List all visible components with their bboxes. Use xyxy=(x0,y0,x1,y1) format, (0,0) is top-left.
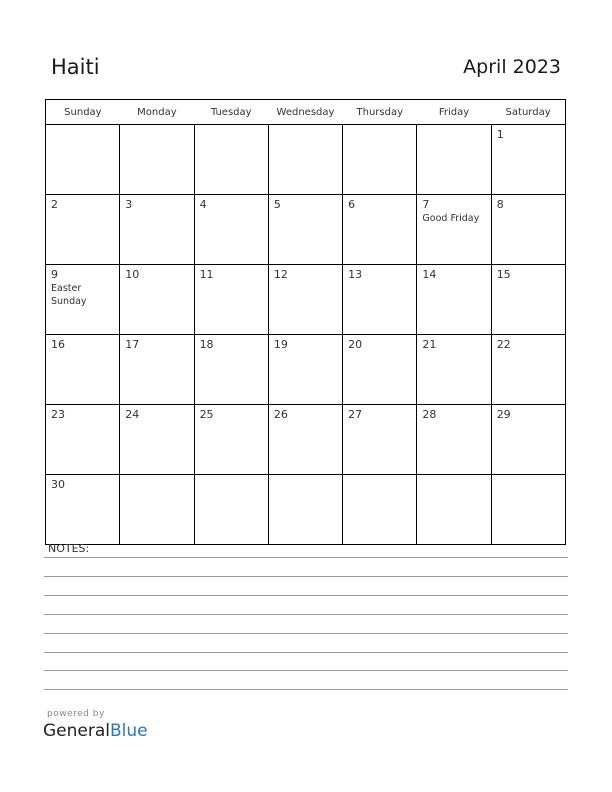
day-cell xyxy=(268,405,342,475)
weekday-saturday: Saturday xyxy=(491,100,565,125)
day-cell xyxy=(268,475,342,545)
powered-by-label: powered by xyxy=(47,709,105,719)
day-number: 26 xyxy=(273,408,288,421)
day-cell xyxy=(343,335,417,405)
day-cell xyxy=(491,475,565,545)
day-number: 20 xyxy=(348,338,363,351)
day-cell xyxy=(120,265,194,335)
day-cell xyxy=(343,475,417,545)
note-line xyxy=(44,614,568,615)
note-line xyxy=(44,557,568,558)
week-row xyxy=(46,125,566,195)
day-number: 15 xyxy=(496,268,511,281)
day-cell xyxy=(194,195,268,265)
day-cell xyxy=(120,125,194,195)
day-cell xyxy=(491,125,565,195)
day-cell xyxy=(268,195,342,265)
day-cell xyxy=(417,335,491,405)
day-number: 24 xyxy=(125,408,140,421)
day-number: 9 xyxy=(51,268,58,281)
day-cell xyxy=(268,335,342,405)
note-line xyxy=(44,689,568,690)
day-number: 10 xyxy=(125,268,140,281)
weekday-monday: Monday xyxy=(120,100,194,125)
day-number: 23 xyxy=(51,408,65,421)
day-number: 12 xyxy=(273,268,288,281)
day-cell xyxy=(343,265,417,335)
notes-label: NOTES: xyxy=(48,542,90,555)
day-number: 4 xyxy=(199,198,207,211)
week-row xyxy=(46,195,566,265)
weekday-thursday: Thursday xyxy=(343,100,417,125)
day-cell xyxy=(194,405,268,475)
day-number: 2 xyxy=(51,198,58,211)
day-number: 28 xyxy=(422,408,437,421)
day-cell xyxy=(120,335,194,405)
day-cell xyxy=(194,335,268,405)
weekday-sunday: Sunday xyxy=(46,100,120,125)
brand-general: General xyxy=(43,721,110,741)
day-cell xyxy=(417,405,491,475)
holiday-label: Good Friday xyxy=(422,213,480,224)
day-number: 22 xyxy=(496,338,511,351)
brand-logo xyxy=(43,721,148,741)
day-cell xyxy=(343,195,417,265)
day-cell xyxy=(491,405,565,475)
weekday-wednesday: Wednesday xyxy=(268,100,342,125)
note-line xyxy=(44,633,568,634)
note-line xyxy=(44,595,568,596)
day-cell xyxy=(417,475,491,545)
week-row xyxy=(46,335,566,405)
country-title: Haiti xyxy=(51,55,100,79)
day-cell xyxy=(120,475,194,545)
week-row xyxy=(46,265,566,335)
day-cell xyxy=(120,405,194,475)
day-number: 1 xyxy=(496,128,504,141)
day-cell xyxy=(120,195,194,265)
day-number: 13 xyxy=(348,268,363,281)
note-line xyxy=(44,670,568,671)
day-cell xyxy=(194,265,268,335)
day-cell xyxy=(417,195,491,265)
calendar-grid xyxy=(45,99,566,545)
day-number: 14 xyxy=(422,268,437,281)
day-cell xyxy=(46,335,120,405)
day-number: 17 xyxy=(125,338,140,351)
month-year-title: April 2023 xyxy=(463,56,561,78)
day-cell xyxy=(46,265,120,335)
day-cell xyxy=(268,265,342,335)
week-row xyxy=(46,405,566,475)
day-cell xyxy=(46,475,120,545)
weekday-friday: Friday xyxy=(417,100,491,125)
day-number: 30 xyxy=(51,478,65,491)
brand-blue: Blue xyxy=(110,721,148,741)
day-number: 11 xyxy=(199,268,214,281)
day-cell xyxy=(491,195,565,265)
day-number: 18 xyxy=(199,338,214,351)
day-number: 6 xyxy=(348,198,356,211)
day-number: 3 xyxy=(125,198,133,211)
weekday-tuesday: Tuesday xyxy=(194,100,268,125)
day-number: 21 xyxy=(422,338,437,351)
day-number: 8 xyxy=(496,198,504,211)
day-cell xyxy=(194,475,268,545)
day-cell xyxy=(194,125,268,195)
day-number: 27 xyxy=(348,408,363,421)
week-row xyxy=(46,475,566,545)
day-number: 16 xyxy=(51,338,65,351)
day-cell xyxy=(491,335,565,405)
day-cell xyxy=(46,125,120,195)
day-cell xyxy=(343,405,417,475)
day-cell xyxy=(268,125,342,195)
note-line xyxy=(44,652,568,653)
day-cell xyxy=(46,405,120,475)
day-number: 7 xyxy=(422,198,430,211)
day-cell xyxy=(417,125,491,195)
note-line xyxy=(44,576,568,577)
holiday-label: Easter Sunday xyxy=(51,283,87,307)
day-cell xyxy=(491,265,565,335)
day-number: 5 xyxy=(273,198,281,211)
day-cell xyxy=(46,195,120,265)
day-number: 29 xyxy=(496,408,511,421)
day-cell xyxy=(343,125,417,195)
day-number: 19 xyxy=(273,338,288,351)
day-number: 25 xyxy=(199,408,214,421)
day-cell xyxy=(417,265,491,335)
weekday-header-row xyxy=(46,100,566,125)
